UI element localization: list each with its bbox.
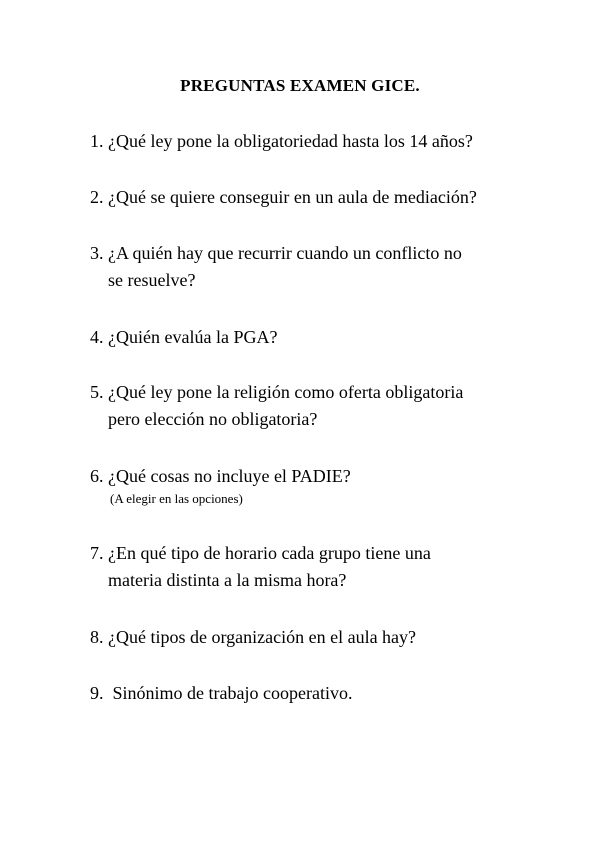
- question-8: [90, 624, 530, 651]
- question-text-continued: se resuelve?: [108, 270, 196, 290]
- question-number: 7.: [90, 543, 104, 563]
- question-number: 8.: [90, 627, 104, 647]
- question-text: ¿Qué se quiere conseguir en un aula de mediación?: [108, 187, 477, 207]
- question-text: ¿Qué ley pone la religión como oferta obligatoria: [108, 382, 464, 402]
- question-number: 9.: [90, 683, 104, 703]
- question-text: ¿Qué tipos de organización en el aula hay?: [108, 627, 417, 647]
- question-4: [90, 324, 530, 351]
- question-note: (A elegir en las opciones): [110, 491, 243, 506]
- question-text: Sinónimo de trabajo cooperativo.: [108, 683, 353, 703]
- question-text: ¿Qué ley pone la obligatoriedad hasta los 14 años?: [108, 131, 473, 151]
- question-9: [90, 680, 530, 707]
- question-number: 1.: [90, 131, 104, 151]
- question-number: 6.: [90, 466, 104, 486]
- question-text: ¿Qué cosas no incluye el PADIE?: [108, 466, 351, 486]
- question-6: [90, 463, 530, 507]
- question-text: ¿En qué tipo de horario cada grupo tiene una: [108, 543, 431, 563]
- question-text: ¿Quién evalúa la PGA?: [108, 327, 278, 347]
- document-title: PREGUNTAS EXAMEN GICE.: [180, 76, 420, 95]
- question-7: [90, 540, 530, 594]
- question-number: 4.: [90, 327, 104, 347]
- question-number: 2.: [90, 187, 104, 207]
- question-text-continued: pero elección no obligatoria?: [108, 409, 318, 429]
- question-number: 3.: [90, 243, 104, 263]
- question-3: [90, 240, 530, 294]
- question-1: [90, 128, 530, 155]
- question-text: ¿A quién hay que recurrir cuando un conflicto no: [108, 243, 462, 263]
- question-text-continued: materia distinta a la misma hora?: [108, 570, 347, 590]
- question-number: 5.: [90, 382, 104, 402]
- question-2: [90, 184, 530, 211]
- question-5: [90, 379, 530, 433]
